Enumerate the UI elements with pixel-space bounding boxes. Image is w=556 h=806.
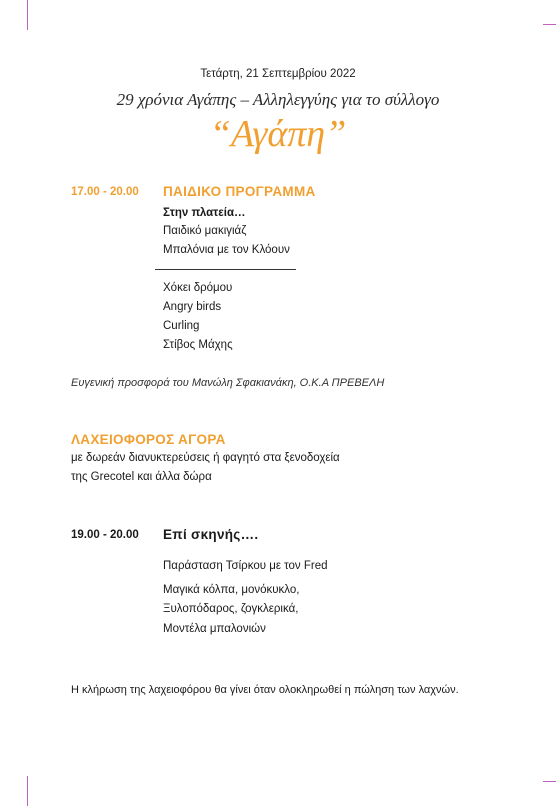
crop-mark-top-right <box>543 24 556 25</box>
stage-time: 19.00 - 20.00 <box>71 529 139 541</box>
crop-mark-bottom-right <box>543 781 556 782</box>
event-subtitle: 29 χρόνια Αγάπης – Αλληλεγγύης για το σύλλογο <box>116 90 440 109</box>
list-item: Παιδικό μακιγιάζ <box>163 225 247 237</box>
event-date: Τετάρτη, 21 Σεπτεμβρίου 2022 <box>200 68 356 80</box>
crop-mark-top <box>27 0 28 30</box>
list-item: Curling <box>163 320 200 332</box>
kids-program-location: Στην πλατεία… <box>163 207 246 219</box>
stage-show: Παράσταση Τσίρκου με τον Fred <box>163 560 328 572</box>
list-item: Στίβος Μάχης <box>163 339 233 351</box>
lottery-line-2: της Grecotel και άλλα δώρα <box>71 471 212 483</box>
section-divider <box>155 269 296 270</box>
list-item: Μπαλόνια με τον Κλόουν <box>163 244 290 256</box>
courtesy-note: Ευγενική προσφορά του Μανώλη Σφακιανάκη, Ο.Κ.Α ΠΡΕΒΕΛΗ <box>71 377 385 389</box>
kids-program-time: 17.00 - 20.00 <box>71 186 139 198</box>
kids-program-heading: ΠΑΙΔΙΚΟ ΠΡΟΓΡΑΜΜΑ <box>163 184 316 199</box>
lottery-heading: ΛΑΧΕΙΟΦΟΡΟΣ ΑΓΟΡΑ <box>71 432 226 447</box>
stage-heading: Επί σκηνής…. <box>163 527 259 542</box>
list-item: Χόκει δρόμου <box>163 282 233 294</box>
list-item: Ξυλοπόδαρος, ζογκλερικά, <box>163 603 299 615</box>
crop-mark-bottom <box>27 776 28 806</box>
footer-note: Η κλήρωση της λαχειοφόρου θα γίνει όταν ολοκληρωθεί η πώληση των λαχνών. <box>71 684 459 696</box>
event-title: “Αγάπη” <box>209 113 347 155</box>
list-item: Μοντέλα μπαλονιών <box>163 623 266 635</box>
list-item: Μαγικά κόλπα, μονόκυκλο, <box>163 584 300 596</box>
list-item: Angry birds <box>163 301 222 313</box>
lottery-line-1: με δωρεάν διανυκτερεύσεις ή φαγητό στα ξενοδοχεία <box>71 452 340 464</box>
